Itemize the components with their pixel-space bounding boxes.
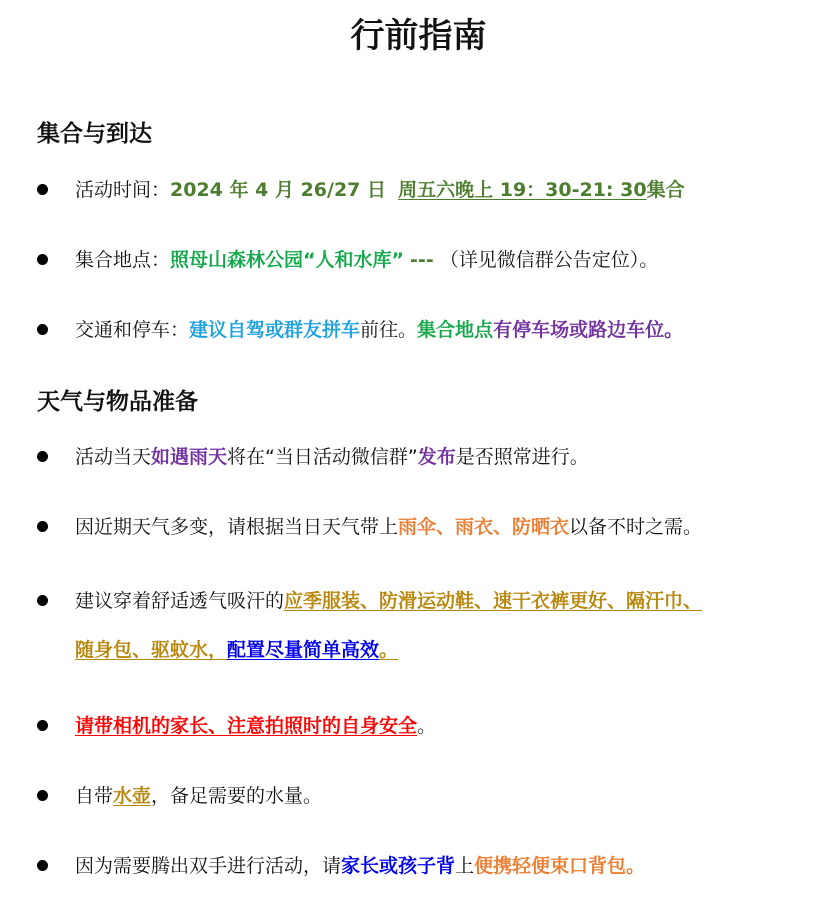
item-text-line2: 随身包、驱蚊水，配置尽量简单高效。 <box>75 639 399 661</box>
item-text: 集合地点：照母山森林公园“人和水库” --- （详见微信群公告定位）。 <box>75 249 659 271</box>
item-text: 交通和停车：建议自驾或群友拼车前往。集合地点有停车场或路边车位。 <box>75 319 684 341</box>
page-title: 行前指南 <box>350 16 487 56</box>
event-date: 2024 年 4 月 26/27 日 <box>170 179 387 201</box>
bullet-icon <box>37 860 48 871</box>
item-text: 活动当天如遇雨天将在“当日活动微信群”发布是否照常进行。 <box>75 446 589 468</box>
bullet-icon <box>37 184 48 195</box>
bullet-icon <box>37 521 48 532</box>
item-text: 自带水壶，备足需要的水量。 <box>75 785 323 807</box>
item-text: 因近期天气多变，请根据当日天气带上雨伞、雨衣、防晒衣以备不时之需。 <box>75 516 703 538</box>
bullet-icon <box>37 324 48 335</box>
section-heading-weather: 天气与物品准备 <box>37 389 198 415</box>
bullet-icon <box>37 595 48 606</box>
meeting-place: 照母山森林公园“人和水库” <box>170 249 404 271</box>
bullet-icon <box>37 451 48 462</box>
bullet-icon <box>37 254 48 265</box>
item-text: 活动时间：2024 年 4 月 26/27 日 周五六晚上 19：30-21: 30集合 <box>75 179 685 201</box>
list-item-clothing <box>37 584 817 674</box>
bullet-icon <box>37 720 48 731</box>
event-time: 周五六晚上 19：30-21: 30 <box>398 179 647 201</box>
bullet-icon <box>37 790 48 801</box>
carpool-advice: 建议自驾或群友拼车 <box>189 319 361 341</box>
item-text: 请带相机的家长、注意拍照时的自身安全。 <box>75 715 437 737</box>
safety-warning: 请带相机的家长、注意拍照时的自身安全 <box>75 715 418 737</box>
item-text-line1: 建议穿着舒适透气吸汗的应季服装、防滑运动鞋、速干衣裤更好、隔汗巾、 <box>75 590 703 612</box>
parking-info: 有停车场或路边车位。 <box>493 319 684 341</box>
item-text: 因为需要腾出双手进行活动，请家长或孩子背上便携轻便束口背包。 <box>75 855 646 877</box>
section-heading-arrival: 集合与到达 <box>37 121 152 147</box>
